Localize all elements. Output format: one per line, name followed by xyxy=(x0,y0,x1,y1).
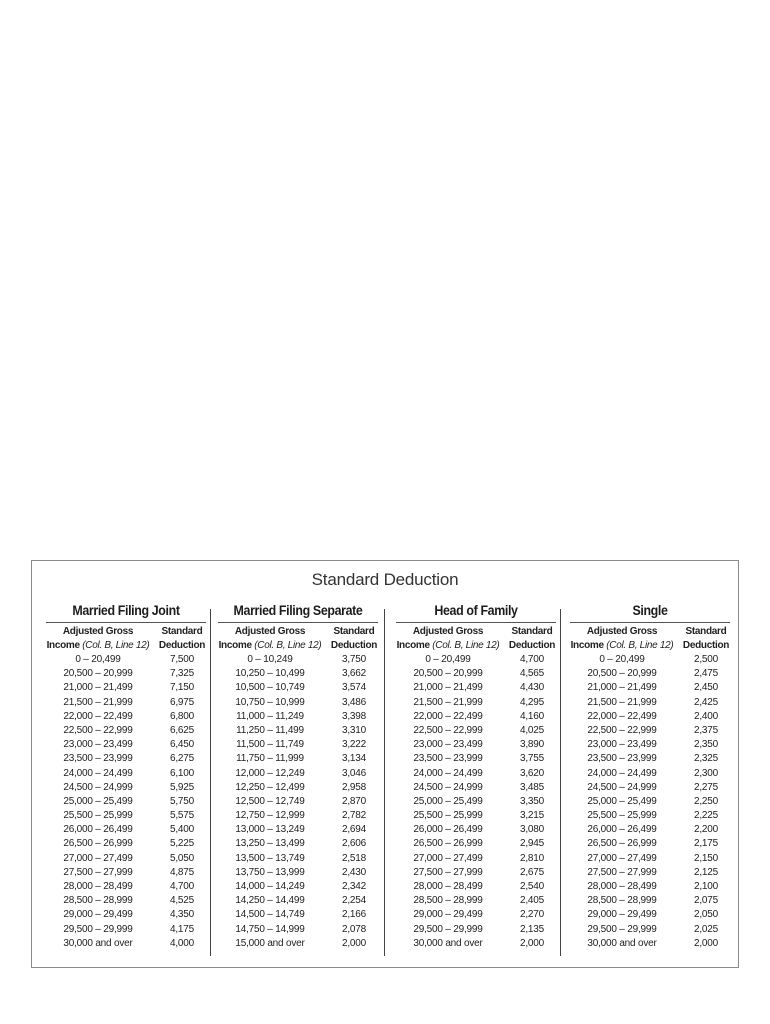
deduction-amount: 4,160 xyxy=(519,710,545,722)
column-title: Married Filing Separate xyxy=(233,603,363,618)
deduction-amount: 2,254 xyxy=(341,895,367,907)
table-row xyxy=(42,767,210,781)
deduction-amount: 2,400 xyxy=(693,710,719,722)
title-underline xyxy=(218,622,378,623)
income-range: 14,000 – 14,249 xyxy=(235,881,305,892)
table-row xyxy=(392,823,560,837)
table-row xyxy=(392,837,560,851)
table-row xyxy=(42,724,210,738)
income-range: 22,500 – 22,999 xyxy=(413,724,483,736)
income-range: 11,500 – 11,749 xyxy=(236,739,304,751)
income-range: 20,500 – 20,999 xyxy=(413,668,483,680)
deduction-amount: 3,662 xyxy=(341,668,367,680)
income-range: 28,500 – 28,999 xyxy=(413,895,483,907)
income-range: 28,000 – 28,499 xyxy=(587,881,657,892)
table-row xyxy=(42,710,210,724)
income-range: 26,500 – 26,999 xyxy=(63,838,133,850)
deduction-amount: 2,500 xyxy=(693,654,719,665)
table-row xyxy=(566,738,734,752)
income-range: 24,000 – 24,499 xyxy=(63,767,133,779)
column-divider xyxy=(384,609,385,956)
table-row xyxy=(566,696,734,710)
table-title: Standard Deduction xyxy=(311,570,459,589)
deduction-amount: 3,620 xyxy=(519,767,545,779)
table-row xyxy=(392,866,560,880)
table-row xyxy=(392,767,560,781)
table-row xyxy=(214,710,382,724)
table-row xyxy=(214,667,382,681)
deduction-amount: 3,486 xyxy=(341,696,367,708)
income-range: 10,750 – 10,999 xyxy=(235,696,305,708)
table-row xyxy=(566,710,734,724)
deduction-amount: 2,782 xyxy=(341,810,367,822)
table-row xyxy=(392,653,560,667)
deduction-amount: 2,000 xyxy=(519,937,545,949)
table-row xyxy=(214,681,382,695)
deduction-amount: 2,000 xyxy=(341,937,367,949)
income-range: 12,500 – 12,749 xyxy=(235,795,305,807)
deduction-amount: 4,525 xyxy=(169,895,195,907)
income-range: 25,500 – 25,999 xyxy=(587,810,657,822)
table-row xyxy=(42,667,210,681)
filing-status-column-head-of-family xyxy=(392,601,560,957)
income-range: 0 – 10,249 xyxy=(247,654,293,665)
deduction-amount: 6,450 xyxy=(169,739,195,751)
deduction-amount: 5,925 xyxy=(169,781,195,793)
deduction-amount: 2,450 xyxy=(693,682,719,694)
deduction-amount: 2,810 xyxy=(519,852,545,864)
income-range: 29,000 – 29,499 xyxy=(587,909,657,921)
income-range: 21,500 – 21,999 xyxy=(413,696,483,708)
income-range: 28,000 – 28,499 xyxy=(413,881,483,892)
income-range: 12,000 – 12,249 xyxy=(235,767,305,779)
table-row xyxy=(214,752,382,766)
deduction-amount: 2,405 xyxy=(519,895,545,907)
income-range: 25,500 – 25,999 xyxy=(413,810,483,822)
table-row xyxy=(42,752,210,766)
deduction-amount: 2,100 xyxy=(693,881,719,892)
filing-status-column-married-joint xyxy=(42,601,210,957)
table-row xyxy=(566,852,734,866)
income-range: 23,500 – 23,999 xyxy=(587,753,657,765)
deduction-amount: 2,425 xyxy=(693,696,719,708)
table-row xyxy=(566,724,734,738)
income-range: 0 – 20,499 xyxy=(599,654,645,665)
income-range: 11,750 – 11,999 xyxy=(236,753,304,765)
table-row xyxy=(392,752,560,766)
deduction-amount: 3,574 xyxy=(341,682,367,694)
table-row xyxy=(214,724,382,738)
deduction-amount: 2,300 xyxy=(693,767,719,779)
table-row xyxy=(392,724,560,738)
deduction-amount: 2,606 xyxy=(341,838,367,850)
income-range: 27,000 – 27,499 xyxy=(587,852,657,864)
table-row xyxy=(566,866,734,880)
deduction-amount: 7,150 xyxy=(169,682,195,694)
table-row xyxy=(566,781,734,795)
column-divider xyxy=(210,609,211,956)
deduction-amount: 4,875 xyxy=(169,866,195,878)
deduction-amount: 7,325 xyxy=(169,668,195,680)
table-row xyxy=(392,667,560,681)
table-row xyxy=(566,894,734,908)
deduction-amount: 3,750 xyxy=(341,654,367,665)
table-row xyxy=(214,908,382,922)
deduction-amount: 6,975 xyxy=(169,696,195,708)
income-range: 21,500 – 21,999 xyxy=(63,696,133,708)
income-header: Adjusted Gross Income (Col. B, Line 12) xyxy=(46,626,150,651)
table-row xyxy=(566,880,734,894)
table-row xyxy=(392,908,560,922)
deduction-amount: 2,150 xyxy=(693,852,719,864)
deduction-amount: 6,625 xyxy=(169,724,195,736)
table-row xyxy=(566,809,734,823)
deduction-header: Standard Deduction xyxy=(158,626,206,651)
income-header: Adjusted Gross Income (Col. B, Line 12) xyxy=(396,626,500,651)
income-range: 30,000 and over xyxy=(587,937,657,949)
column-header xyxy=(214,625,382,653)
deduction-amount: 2,175 xyxy=(693,838,719,850)
deduction-amount: 3,398 xyxy=(341,710,367,722)
column-title: Head of Family xyxy=(434,603,518,618)
table-row xyxy=(42,696,210,710)
deduction-header: Standard Deduction xyxy=(508,626,556,651)
deduction-amount: 3,222 xyxy=(341,739,367,751)
deduction-amount: 4,175 xyxy=(169,923,195,935)
table-row xyxy=(42,937,210,951)
income-range: 24,500 – 24,999 xyxy=(413,781,483,793)
deduction-amount: 2,694 xyxy=(341,824,367,836)
deduction-amount: 2,870 xyxy=(341,795,367,807)
deduction-amount: 6,800 xyxy=(169,710,195,722)
table-row xyxy=(392,937,560,951)
income-range: 29,500 – 29,999 xyxy=(63,923,133,935)
rows xyxy=(214,653,382,951)
income-range: 22,500 – 22,999 xyxy=(63,724,133,736)
income-range: 21,000 – 21,499 xyxy=(63,682,133,694)
table-row xyxy=(42,781,210,795)
deduction-amount: 3,046 xyxy=(341,767,367,779)
table-row xyxy=(214,837,382,851)
income-range: 26,500 – 26,999 xyxy=(413,838,483,850)
table-row xyxy=(392,696,560,710)
deduction-amount: 2,166 xyxy=(341,909,367,921)
table-row xyxy=(392,880,560,894)
deduction-amount: 2,350 xyxy=(693,739,719,751)
rows xyxy=(566,653,734,951)
deduction-amount: 4,430 xyxy=(519,682,545,694)
income-range: 13,750 – 13,999 xyxy=(235,866,305,878)
deduction-amount: 4,295 xyxy=(519,696,545,708)
income-range: 25,000 – 25,499 xyxy=(587,795,657,807)
deduction-amount: 3,755 xyxy=(519,753,545,765)
table-row xyxy=(42,823,210,837)
deduction-amount: 2,475 xyxy=(693,668,719,680)
table-row xyxy=(214,809,382,823)
deduction-amount: 4,025 xyxy=(519,724,545,736)
income-range: 24,000 – 24,499 xyxy=(413,767,483,779)
deduction-amount: 3,215 xyxy=(519,810,545,822)
table-row xyxy=(42,738,210,752)
table-row xyxy=(566,908,734,922)
income-range: 27,000 – 27,499 xyxy=(63,852,133,864)
income-range: 28,500 – 28,999 xyxy=(587,895,657,907)
income-range: 24,500 – 24,999 xyxy=(587,781,657,793)
deduction-amount: 2,050 xyxy=(693,909,719,921)
column-title: Married Filing Joint xyxy=(72,603,180,618)
deduction-amount: 2,675 xyxy=(519,866,545,878)
income-range: 27,500 – 27,999 xyxy=(63,866,133,878)
income-range: 29,500 – 29,999 xyxy=(413,923,483,935)
table-row xyxy=(214,653,382,667)
deduction-amount: 3,080 xyxy=(519,824,545,836)
income-range: 0 – 20,499 xyxy=(425,654,471,665)
table-row xyxy=(42,653,210,667)
table-row xyxy=(42,809,210,823)
deduction-amount: 2,000 xyxy=(693,937,719,949)
column-header xyxy=(566,625,734,653)
deduction-amount: 2,540 xyxy=(519,881,545,892)
deduction-amount: 5,575 xyxy=(169,810,195,822)
income-range: 13,250 – 13,499 xyxy=(235,838,305,850)
filing-status-column-married-separate xyxy=(214,601,382,957)
deduction-amount: 2,135 xyxy=(519,923,545,935)
table-row xyxy=(214,795,382,809)
deduction-amount: 2,430 xyxy=(341,866,367,878)
table-row xyxy=(566,681,734,695)
deduction-amount: 3,134 xyxy=(341,753,367,765)
income-range: 26,000 – 26,499 xyxy=(587,824,657,836)
table-row xyxy=(214,781,382,795)
income-range: 27,000 – 27,499 xyxy=(413,852,483,864)
deduction-amount: 2,125 xyxy=(693,866,719,878)
table-row xyxy=(214,767,382,781)
income-range: 22,000 – 22,499 xyxy=(63,710,133,722)
filing-status-column-single xyxy=(566,601,734,957)
table-row xyxy=(42,908,210,922)
table-row xyxy=(42,866,210,880)
income-range: 10,500 – 10,749 xyxy=(235,682,305,694)
table-row xyxy=(566,752,734,766)
table-row xyxy=(392,681,560,695)
income-range: 14,500 – 14,749 xyxy=(235,909,305,921)
income-range: 23,500 – 23,999 xyxy=(413,753,483,765)
income-range: 22,000 – 22,499 xyxy=(587,710,657,722)
income-range: 11,000 – 11,249 xyxy=(236,710,304,722)
deduction-amount: 2,958 xyxy=(341,781,367,793)
deduction-amount: 2,518 xyxy=(341,852,367,864)
income-range: 29,500 – 29,999 xyxy=(587,923,657,935)
deduction-amount: 4,000 xyxy=(169,937,195,949)
deduction-amount: 2,270 xyxy=(519,909,545,921)
table-row xyxy=(566,653,734,667)
income-range: 21,000 – 21,499 xyxy=(587,682,657,694)
deduction-amount: 2,945 xyxy=(519,838,545,850)
income-range: 23,500 – 23,999 xyxy=(63,753,133,765)
income-header: Adjusted Gross Income (Col. B, Line 12) xyxy=(218,626,322,651)
table-row xyxy=(42,923,210,937)
deduction-amount: 5,400 xyxy=(169,824,195,836)
table-row xyxy=(566,823,734,837)
title-underline xyxy=(396,622,556,623)
income-range: 28,000 – 28,499 xyxy=(63,881,133,892)
income-range: 27,500 – 27,999 xyxy=(413,866,483,878)
title-underline xyxy=(46,622,206,623)
income-range: 20,500 – 20,999 xyxy=(63,668,133,680)
table-row xyxy=(214,852,382,866)
deduction-amount: 2,075 xyxy=(693,895,719,907)
deduction-amount: 4,700 xyxy=(519,654,545,665)
table-row xyxy=(214,738,382,752)
table-row xyxy=(566,795,734,809)
rows xyxy=(392,653,560,951)
table-row xyxy=(214,866,382,880)
income-range: 29,000 – 29,499 xyxy=(63,909,133,921)
table-row xyxy=(42,880,210,894)
table-row xyxy=(214,696,382,710)
income-range: 28,500 – 28,999 xyxy=(63,895,133,907)
table-row xyxy=(566,767,734,781)
deduction-amount: 3,485 xyxy=(519,781,545,793)
deduction-amount: 4,700 xyxy=(169,881,195,892)
deduction-amount: 2,200 xyxy=(693,824,719,836)
table-row xyxy=(214,923,382,937)
income-range: 20,500 – 20,999 xyxy=(587,668,657,680)
income-range: 14,750 – 14,999 xyxy=(235,923,305,935)
income-range: 0 – 20,499 xyxy=(75,654,121,665)
income-range: 13,500 – 13,749 xyxy=(235,852,305,864)
column-header xyxy=(42,625,210,653)
table-row xyxy=(392,809,560,823)
income-range: 12,750 – 12,999 xyxy=(235,810,305,822)
deduction-amount: 4,565 xyxy=(519,668,545,680)
income-range: 13,000 – 13,249 xyxy=(235,824,305,836)
income-range: 30,000 and over xyxy=(63,937,133,949)
standard-deduction-table xyxy=(31,560,739,968)
deduction-amount: 2,225 xyxy=(693,810,719,822)
income-range: 25,000 – 25,499 xyxy=(413,795,483,807)
deduction-amount: 6,100 xyxy=(169,767,195,779)
income-range: 22,000 – 22,499 xyxy=(413,710,483,722)
table-row xyxy=(42,852,210,866)
column-title: Single xyxy=(632,603,668,618)
income-range: 15,000 and over xyxy=(235,937,305,949)
title-underline xyxy=(570,622,730,623)
table-row xyxy=(214,823,382,837)
income-range: 26,500 – 26,999 xyxy=(587,838,657,850)
deduction-header: Standard Deduction xyxy=(682,626,730,651)
deduction-amount: 5,225 xyxy=(169,838,195,850)
income-range: 25,500 – 25,999 xyxy=(63,810,133,822)
income-range: 26,000 – 26,499 xyxy=(413,824,483,836)
income-range: 23,000 – 23,499 xyxy=(587,739,657,751)
income-range: 21,500 – 21,999 xyxy=(587,696,657,708)
deduction-amount: 4,350 xyxy=(169,909,195,921)
deduction-amount: 3,350 xyxy=(519,795,545,807)
table-row xyxy=(566,837,734,851)
income-range: 12,250 – 12,499 xyxy=(235,781,305,793)
table-row xyxy=(392,923,560,937)
deduction-amount: 7,500 xyxy=(169,654,195,665)
income-range: 24,500 – 24,999 xyxy=(63,781,133,793)
table-row xyxy=(392,710,560,724)
table-row xyxy=(566,937,734,951)
income-header: Adjusted Gross Income (Col. B, Line 12) xyxy=(570,626,674,651)
table-row xyxy=(42,837,210,851)
income-range: 23,000 – 23,499 xyxy=(63,739,133,751)
column-divider xyxy=(560,609,561,956)
income-range: 30,000 and over xyxy=(413,937,483,949)
deduction-amount: 2,025 xyxy=(693,923,719,935)
table-row xyxy=(392,852,560,866)
income-range: 27,500 – 27,999 xyxy=(587,866,657,878)
deduction-amount: 2,342 xyxy=(341,881,367,892)
rows xyxy=(42,653,210,951)
table-row xyxy=(42,681,210,695)
table-row xyxy=(392,795,560,809)
table-row xyxy=(42,795,210,809)
income-range: 26,000 – 26,499 xyxy=(63,824,133,836)
table-row xyxy=(566,923,734,937)
income-range: 25,000 – 25,499 xyxy=(63,795,133,807)
table-row xyxy=(42,894,210,908)
deduction-amount: 5,050 xyxy=(169,852,195,864)
income-range: 14,250 – 14,499 xyxy=(235,895,305,907)
deduction-amount: 2,375 xyxy=(693,724,719,736)
table-row xyxy=(214,894,382,908)
table-row xyxy=(392,894,560,908)
deduction-header: Standard Deduction xyxy=(330,626,378,651)
table-row xyxy=(392,738,560,752)
deduction-amount: 2,078 xyxy=(341,923,367,935)
income-range: 21,000 – 21,499 xyxy=(413,682,483,694)
table-row xyxy=(566,667,734,681)
column-header xyxy=(392,625,560,653)
deduction-amount: 2,325 xyxy=(693,753,719,765)
deduction-amount: 6,275 xyxy=(169,753,195,765)
table-row xyxy=(214,937,382,951)
income-range: 23,000 – 23,499 xyxy=(413,739,483,751)
income-range: 10,250 – 10,499 xyxy=(235,668,305,680)
deduction-amount: 2,275 xyxy=(693,781,719,793)
table-row xyxy=(392,781,560,795)
deduction-amount: 3,890 xyxy=(519,739,545,751)
income-range: 29,000 – 29,499 xyxy=(413,909,483,921)
income-range: 11,250 – 11,499 xyxy=(236,724,304,736)
deduction-amount: 5,750 xyxy=(169,795,195,807)
deduction-amount: 2,250 xyxy=(693,795,719,807)
deduction-amount: 3,310 xyxy=(341,724,367,736)
income-range: 24,000 – 24,499 xyxy=(587,767,657,779)
income-range: 22,500 – 22,999 xyxy=(587,724,657,736)
table-row xyxy=(214,880,382,894)
